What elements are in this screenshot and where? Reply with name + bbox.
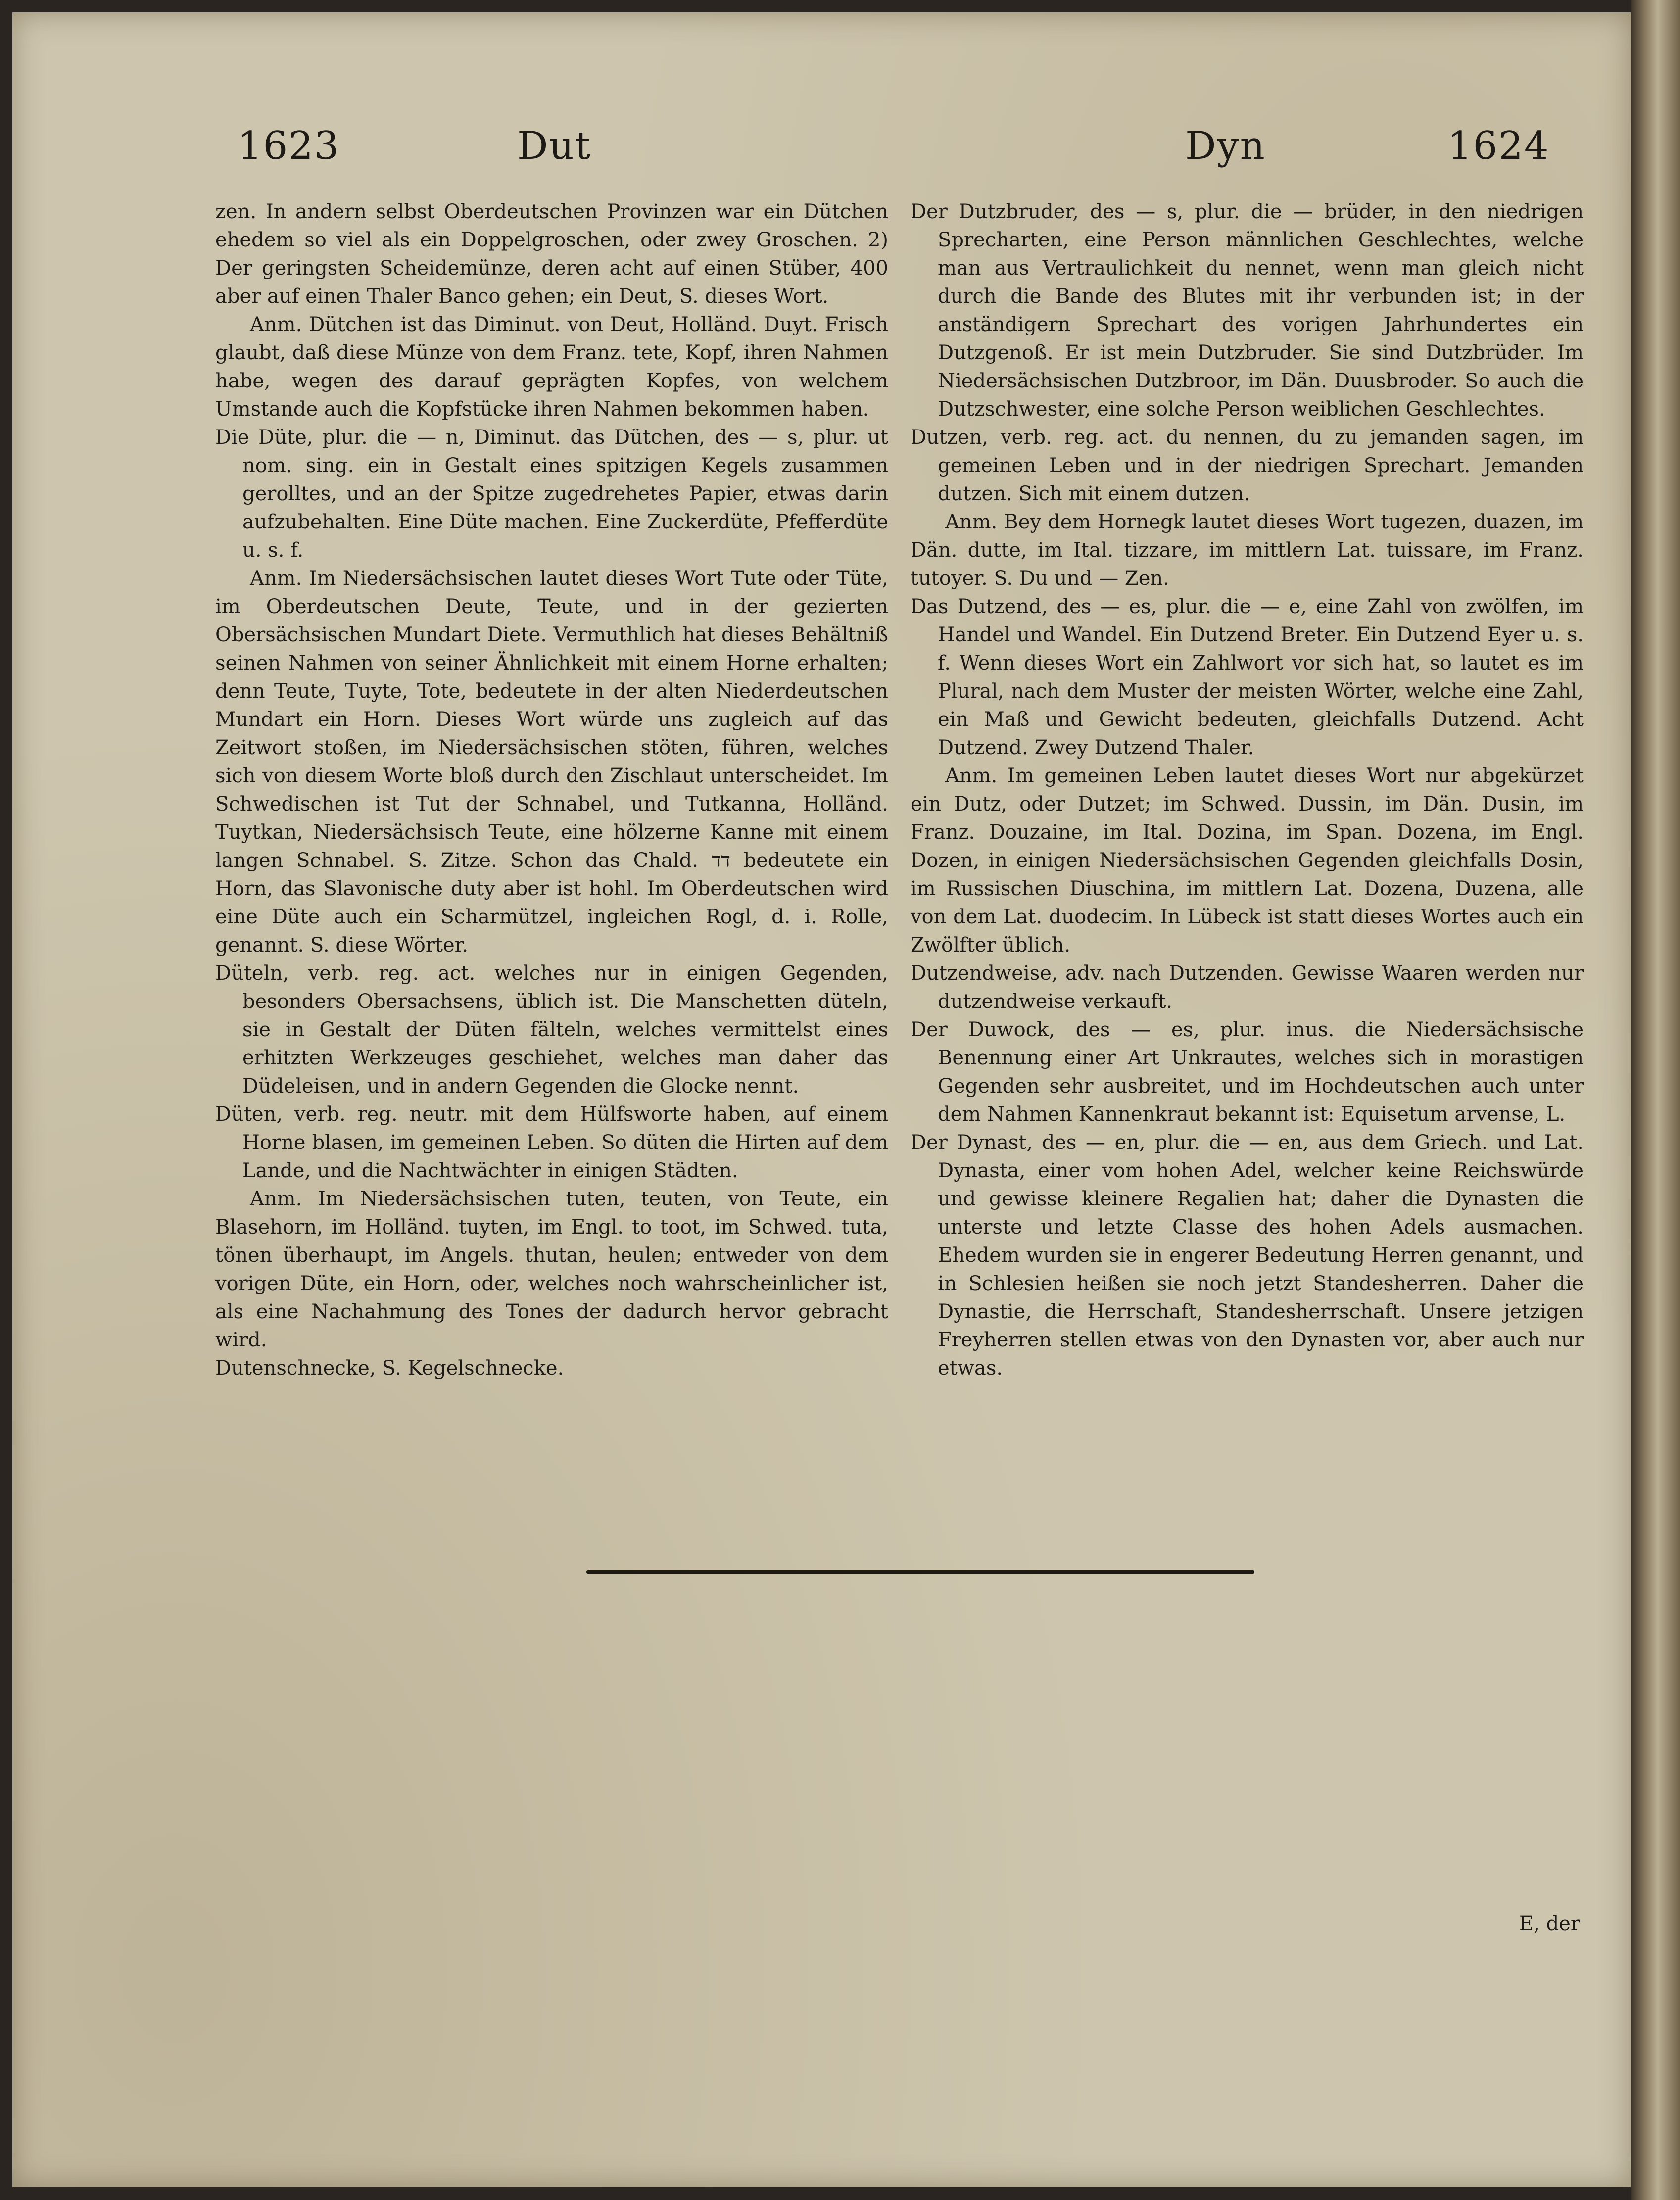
entry-dueten: Düten, verb. reg. neutr. mit dem Hülfsworte haben, auf einem Horne blasen, im gemeinen Leben. So düten die Hirten auf dem Lande, und die Nachtwächter in einigen Städten.	[215, 1103, 888, 1182]
left-running-head: Dut	[517, 124, 592, 168]
note-dutzend: Anm. Im gemeinen Leben lautet dieses Wort nur abgekürzet ein Dutz, oder Dutzet; im Schwed. Dussin, im Dän. Dusin, im Franz. Douzaine, im Ital. Dozina, im Span. Dozena, im Engl. Dozen, in einigen Niedersächsischen Gegenden gleichfalls Dosin, im Russischen Diuschina, im mittlern Lat. Dozena, Duzena, alle von dem Lat. duodecim. In Lübeck ist statt dieses Wortes auch ein Zwölfter üblich.	[911, 765, 1584, 957]
book-page	[12, 12, 1631, 2187]
entry-dueteln: Düteln, verb. reg. act. welches nur in einigen Gegenden, besonders Obersachsens, üblich ist. Die Manschetten düteln, sie in Gestalt der Düten fälteln, welches vermittelst eines erhitzten Werkzeuges geschiehet, welches man daher das Düdeleisen, und in andern Gegenden die Glocke nennt.	[215, 962, 888, 1098]
note-dutzen: Anm. Bey dem Hornegk lautet dieses Wort tugezen, duazen, im Dän. dutte, im Ital. tizzare, im mittlern Lat. tuissare, im Franz. tutoyer. S. Du und — Zen.	[911, 511, 1584, 590]
book-spine-edge	[1631, 0, 1680, 2200]
entry-dutenschnecke: Dutenschnecke, S. Kegelschnecke.	[215, 1357, 564, 1380]
entry-continuation: zen. In andern selbst Oberdeutschen Provinzen war ein Dütchen ehedem so viel als ein Doppelgroschen, oder zwey Groschen. 2) Der geringsten Scheidemünze, deren acht auf einen Stüber, 400 aber auf einen Thaler Banco gehen; ein Deut, S. dieses Wort.	[215, 200, 888, 308]
note-duetchen: Anm. Dütchen ist das Diminut. von Deut, Holländ. Duyt. Frisch glaubt, daß diese Münze von dem Franz. tete, Kopf, ihren Nahmen habe, wegen des darauf geprägten Kopfes, von welchem Umstande auch die Kopfstücke ihren Nahmen bekommen haben.	[215, 313, 888, 421]
right-column	[911, 198, 1584, 1383]
entry-duwock: Der Duwock, des — es, plur. inus. die Niedersächsische Benennung einer Art Unkrautes, welches sich in morastigen Gegenden sehr ausbreitet, und im Hochdeutschen auch unter dem Nahmen Kannenkraut bekannt ist: Equisetum arvense, L.	[911, 1018, 1584, 1126]
right-page-number: 1624	[1447, 124, 1550, 168]
left-column	[215, 198, 888, 1383]
entry-dutzen: Dutzen, verb. reg. act. du nennen, du zu jemanden sagen, im gemeinen Leben und in der niedrigen Sprechart. Jemanden dutzen. Sich mit einem dutzen.	[911, 426, 1584, 505]
section-divider-rule	[586, 1570, 1254, 1574]
entry-dynast: Der Dynast, des — en, plur. die — en, aus dem Griech. und Lat. Dynasta, einer vom hohen Adel, welcher keine Reichswürde und gewisse kleinere Regalien hat; daher die Dynasten die unterste und letzte Classe des hohen Adels ausmachen. Ehedem wurden sie in engerer Bedeutung Herren genannt, und in Schlesien heißen sie noch jetzt Standesherren. Daher die Dynastie, die Herrschaft, Standesherrschaft. Unsere jetzigen Freyherren stellen etwas von den Dynasten vor, aber auch nur etwas.	[911, 1131, 1584, 1380]
entry-duete: Die Düte, plur. die — n, Diminut. das Dütchen, des — s, plur. ut nom. sing. ein in Gestalt eines spitzigen Kegels zusammen gerolltes, und an der Spitze zugedrehetes Papier, etwas darin aufzubehalten. Eine Düte machen. Eine Zuckerdüte, Pfefferdüte u. s. f.	[215, 426, 888, 562]
entry-dutzbruder: Der Dutzbruder, des — s, plur. die — brüder, in den niedrigen Sprecharten, eine Person männlichen Geschlechtes, welche man aus Vertraulichkeit du nennet, wenn man gleich nicht durch die Bande des Blutes mit ihr verbunden ist; in der anständigern Sprechart des vorigen Jahrhundertes ein Dutzgenoß. Er ist mein Dutzbruder. Sie sind Dutzbrüder. Im Niedersächsischen Dutzbroor, im Dän. Duusbroder. So auch die Dutzschwester, eine solche Person weiblichen Geschlechtes.	[911, 200, 1584, 421]
left-page-number: 1623	[238, 124, 340, 168]
catchword: E, der	[1519, 1913, 1581, 1935]
entry-dutzendweise: Dutzendweise, adv. nach Dutzenden. Gewisse Waaren werden nur dutzendweise verkauft.	[911, 962, 1584, 1013]
right-running-head: Dyn	[1185, 124, 1266, 168]
note-duete: Anm. Im Niedersächsischen lautet dieses Wort Tute oder Tüte, im Oberdeutschen Deute, Teute, und in der gezierten Obersächsischen Mundart Diete. Vermuthlich hat dieses Behältniß seinen Nahmen von seiner Ähnlichkeit mit einem Horne erhalten; denn Teute, Tuyte, Tote, bedeutete in der alten Niederdeutschen Mundart ein Horn. Dieses Wort würde uns zugleich auf das Zeitwort stoßen, im Niedersächsischen stöten, führen, welches sich von diesem Worte bloß durch den Zischlaut unterscheidet. Im Schwedischen ist Tut der Schnabel, und Tutkanna, Holländ. Tuytkan, Niedersächsisch Teute, eine hölzerne Kanne mit einem langen Schnabel. S. Zitze. Schon das Chald. דד bedeutete ein Horn, das Slavonische duty aber ist hohl. Im Oberdeutschen wird eine Düte auch ein Scharmützel, ingleichen Rogl, d. i. Rolle, genannt. S. diese Wörter.	[215, 567, 888, 957]
entry-dutzend: Das Dutzend, des — es, plur. die — e, eine Zahl von zwölfen, im Handel und Wandel. Ein Dutzend Breter. Ein Dutzend Eyer u. s. f. Wenn dieses Wort ein Zahlwort vor sich hat, so lautet es im Plural, nach dem Muster der meisten Wörter, welche eine Zahl, ein Maß und Gewicht bedeuten, gleichfalls Dutzend. Acht Dutzend. Zwey Dutzend Thaler.	[911, 595, 1584, 759]
note-dueten: Anm. Im Niedersächsischen tuten, teuten, von Teute, ein Blasehorn, im Holländ. tuyten, im Engl. to toot, im Schwed. tuta, tönen überhaupt, im Angels. thutan, heulen; entweder von dem vorigen Düte, ein Horn, oder, welches noch wahrscheinlicher ist, als eine Nachahmung des Tones der dadurch hervor gebracht wird.	[215, 1188, 888, 1351]
